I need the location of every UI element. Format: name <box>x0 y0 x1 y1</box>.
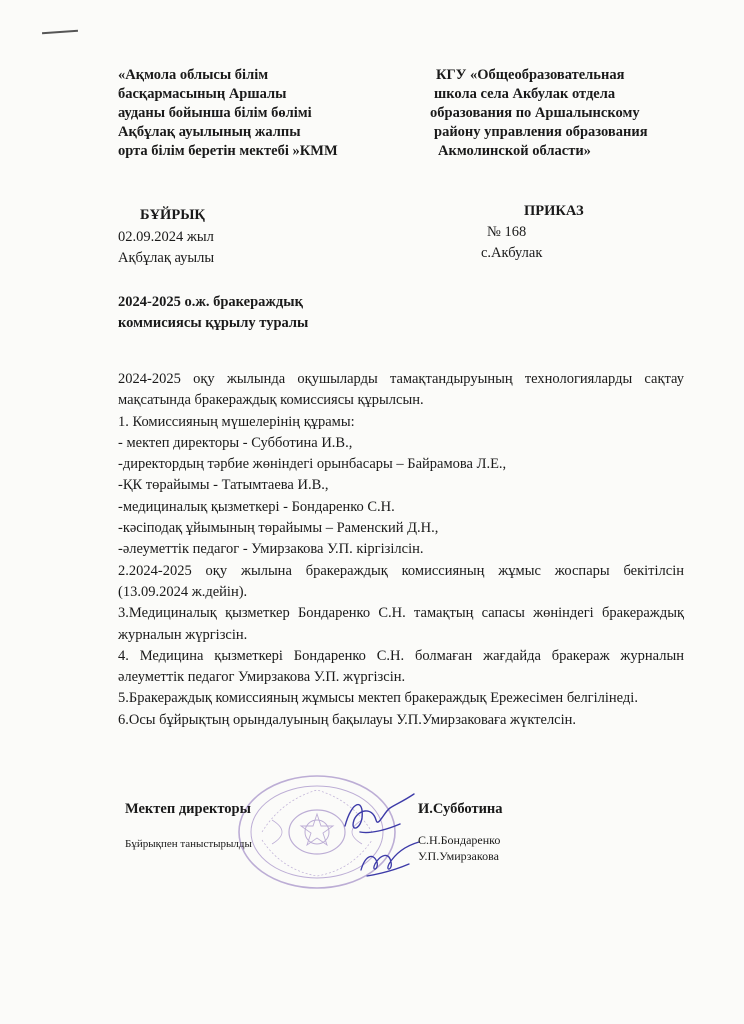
body-paragraph: 5.Бракераждық комиссияның жұмысы мектеп бракераждық Ережесімен белгілінеді. <box>118 690 638 707</box>
order-label-kz: БҰЙРЫҚ <box>140 207 205 223</box>
order-title <box>118 292 308 334</box>
order-number: № 168 <box>487 224 527 240</box>
header-right-line: КГУ «Общеобразовательная <box>436 67 625 83</box>
acknowledgment-names <box>418 832 500 864</box>
body-paragraph: 3.Медициналық қызметкер Бондаренко С.Н. тамақтың сапасы жөніндегі бракераждық журналын жүргізсін. <box>118 605 684 643</box>
body-paragraph: 2024-2025 оқу жылында оқушыларды тамақтандыруының технологияларды сақтау мақсатында бракераждық комиссиясы құрылсын. <box>118 371 684 409</box>
order-title-line: коммисиясы құрылу туралы <box>118 315 309 331</box>
header-right-line: школа села Акбулак отдела <box>434 86 616 102</box>
order-title-line: 2024-2025 о.ж. бракераждық <box>118 294 303 310</box>
header-right-ru <box>430 66 710 161</box>
acknowledgment-signature <box>355 836 425 881</box>
header-left-line: «Ақмола облысы білім <box>118 67 269 83</box>
body-paragraph: - мектеп директоры - Субботина И.В., <box>118 434 353 451</box>
order-body <box>118 369 684 731</box>
header-right-line: образования по Аршалынскому <box>430 105 640 121</box>
body-paragraph: 4. Медицина қызметкері Бондаренко С.Н. болмаған жағдайда бракераж журналын әлеуметтік педагог Умирзакова У.П. жүргізсін. <box>118 647 684 686</box>
body-paragraph: 1. Комиссияның мүшелерінің құрамы: <box>118 413 355 430</box>
body-paragraph: -ҚК төрайымы - Татымтаева И.В., <box>118 477 329 494</box>
director-signature <box>340 790 420 840</box>
acknowledgment-label: Бұйрықпен таныстырылды <box>125 838 252 850</box>
header-left-line: басқармасының Аршалы <box>118 86 287 102</box>
header-right-line: Акмолинской области» <box>438 143 591 159</box>
header-left-line: Ақбұлақ ауылының жалпы <box>118 124 301 140</box>
body-paragraph: -директордың тәрбие жөніндегі орынбасары – Байрамова Л.Е., <box>118 456 507 473</box>
order-label-ru: ПРИКАЗ <box>524 203 584 219</box>
acknowledgment-name: У.П.Умирзакова <box>418 849 499 863</box>
header-left-kz <box>118 66 368 161</box>
scan-mark <box>42 30 78 35</box>
order-place-kz: Ақбұлақ ауылы <box>118 250 215 266</box>
header-left-line: орта білім беретін мектебі »КММ <box>118 143 338 159</box>
order-date: 02.09.2024 жыл <box>118 229 214 245</box>
body-paragraph: 6.Осы бұйрықтың орындалуының бақылауы У.П.Умирзаковаға жүктелсін. <box>118 711 577 728</box>
order-place-ru: с.Акбулак <box>481 245 543 261</box>
body-paragraph: -медициналық қызметкері - Бондаренко С.Н. <box>118 498 395 515</box>
signature-name: И.Субботина <box>418 801 503 817</box>
header-right-line: району управления образования <box>434 124 648 140</box>
body-paragraph: -әлеуметтік педагог - Умирзакова У.П. кіргізілсін. <box>118 541 424 558</box>
body-paragraph: 2.2024-2025 оқу жылына бракераждық комиссияның жұмыс жоспары бекітілсін (13.09.2024 ж.дейін). <box>118 562 684 600</box>
body-paragraph: -кәсіподақ ұйымының төрайымы – Раменский Д.Н., <box>118 520 439 537</box>
header-left-line: ауданы бойынша білім бөлімі <box>118 105 312 121</box>
signature-title: Мектеп директоры <box>125 801 251 817</box>
acknowledgment-name: С.Н.Бондаренко <box>418 833 501 847</box>
